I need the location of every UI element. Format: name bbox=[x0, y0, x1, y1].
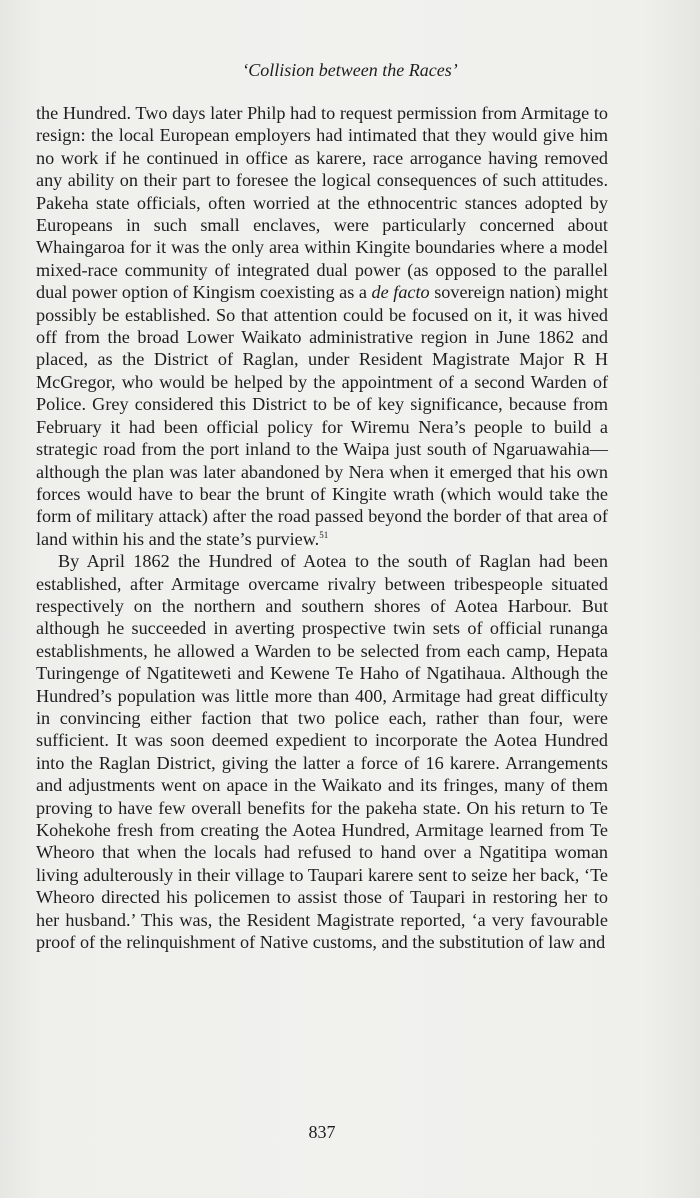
text-run: the Hundred. Two days later Philp had to request permission from Armitage to resign: the local European employers had intimated that they would give him no work if he continued in office as karere, race arrogance having removed any ability on their part to foresee the logical consequences of such attitudes. Pakeha state officials, often worried at the ethnocentric stances adopted by Europeans in such small enclaves, were particularly concerned about Whaingaroa for it was the only area within Kingite boundaries where a model mixed-race community of integrated dual power (as opposed to the parallel dual power option of Kingism coexisting as a bbox=[36, 103, 608, 303]
footnote-reference: 51 bbox=[319, 529, 329, 540]
paragraph bbox=[36, 102, 608, 550]
page-number: 837 bbox=[308, 1122, 336, 1142]
italic-phrase: de facto bbox=[371, 282, 430, 303]
text-run: By April 1862 the Hundred of Aotea to the south of Raglan had been established, after Armitage overcame rivalry between tribespeople situated respectively on the northern and southern shores of Aotea Harbour. But although he succeeded in averting prospective twin sets of official runanga establishments, he allowed a Warden to be selected from each camp, Hepata Turingenge of Ngatiteweti and Kewene Te Haho of Ngatihaua. Although the Hundred’s population was little more than 400, Armitage had great difficulty in convincing either faction that two police each, rather than four, were sufficient. It was soon deemed expedient to incorporate the Aotea Hundred into the Raglan District, giving the latter a force of 16 karere. Arrangements and adjustments went on apace in the Waikato and its fringes, many of them proving to have few overall benefits for the pakeha state. On his return to Te Kohekohe fresh from creating the Aotea Hundred, Armitage learned from Te Wheoro that when the locals had refused to hand over a Ngatitipa woman living adulterously in their village to Taupari karere sent to seize her back, ‘Te Wheoro directed his policemen to assist those of Taupari in restoring her to her husband.’ This was, the Resident Magistrate reported, ‘a very favourable proof of the relinquishment of Native customs, and the substitution of law and bbox=[36, 551, 608, 953]
running-head: ‘Collision between the Races’ bbox=[242, 60, 458, 80]
body-text bbox=[36, 102, 608, 953]
text-run: sovereign nation) might possibly be established. So that attention could be focused on it, it was hived off from the broad Lower Waikato administrative region in June 1862 and placed, as the District of Raglan, under Resident Magistrate Major R H McGregor, who would be helped by the appointment of a second Warden of Police. Grey considered this District to be of key significance, because from February it had been official policy for Wiremu Nera’s people to build a strategic road from the port inland to the Waipa just south of Ngaruawahia—although the plan was later abandoned by Nera when it emerged that his own forces would have to bear the brunt of Kingite wrath (which would take the form of military attack) after the road passed beyond the border of that area of land within his and the state’s purview. bbox=[36, 282, 608, 549]
paragraph bbox=[36, 550, 608, 953]
